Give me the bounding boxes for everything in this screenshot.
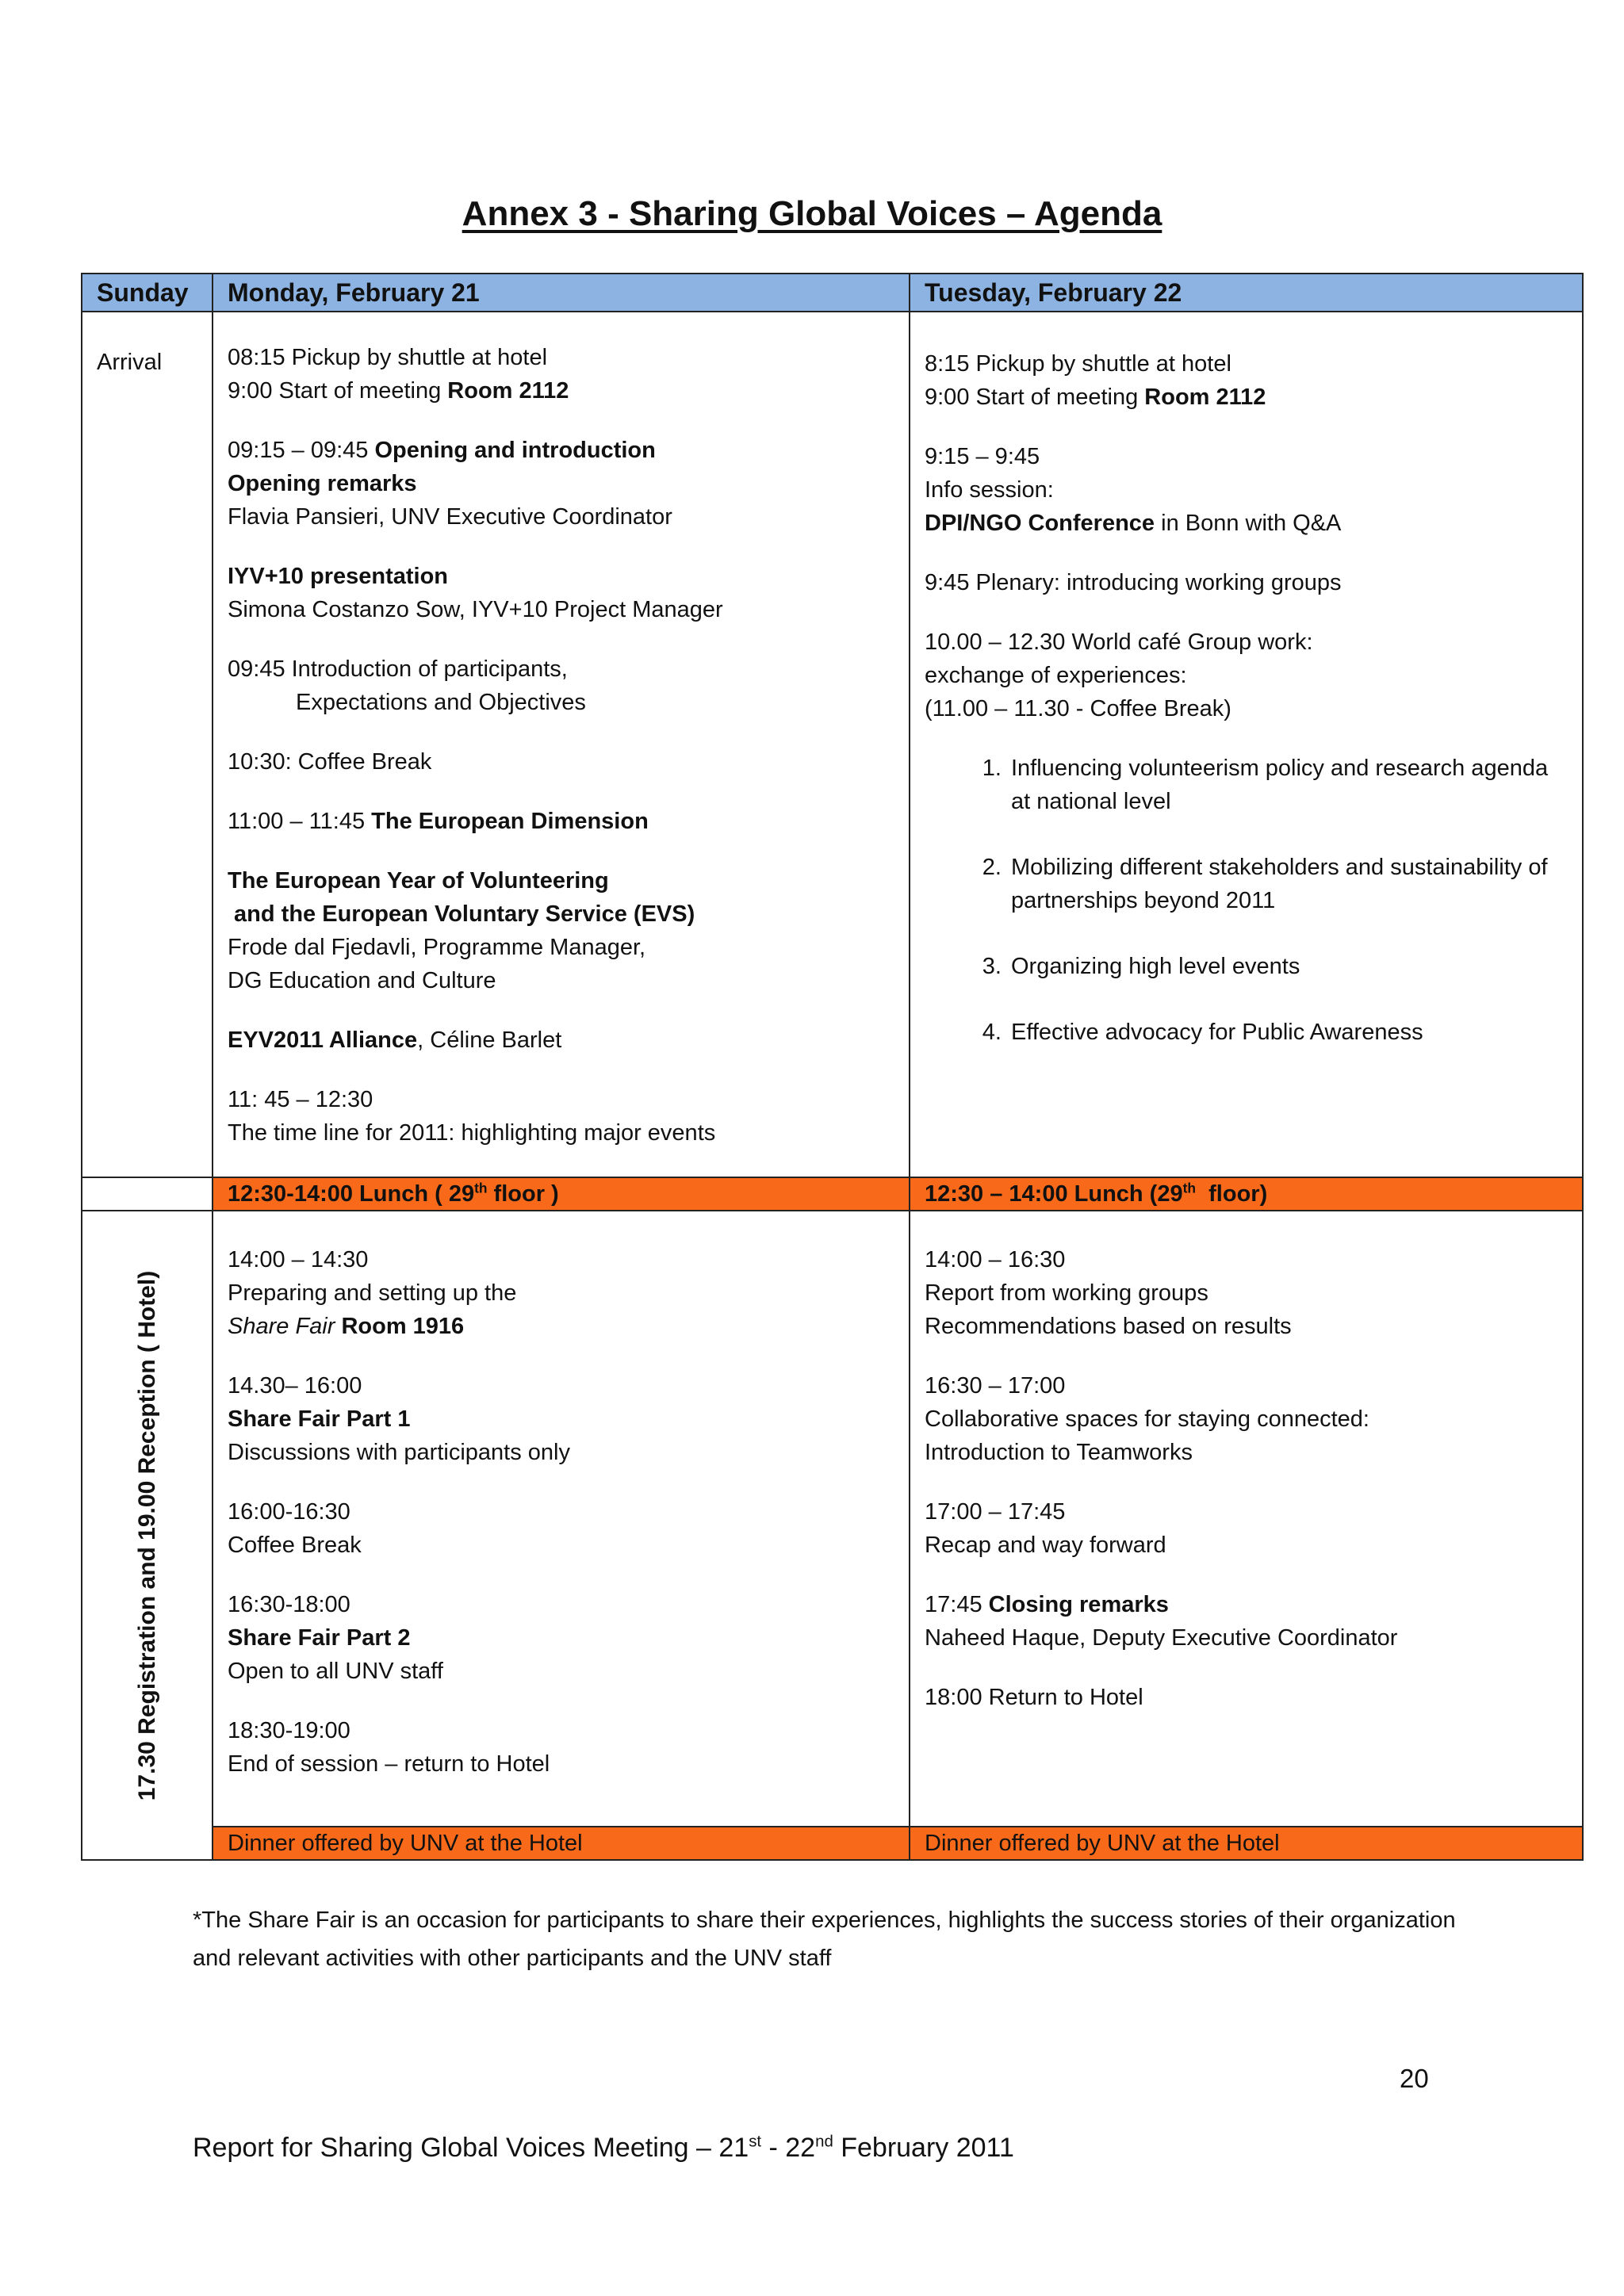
list-item: 3. Organizing high level events xyxy=(1008,950,1568,983)
tuesday-dinner: Dinner offered by UNV at the Hotel xyxy=(910,1827,1583,1860)
monday-part2-time: 16:30-18:00 xyxy=(228,1592,350,1617)
tuesday-exchange: exchange of experiences: xyxy=(925,663,1187,688)
monday-timeline-time: 11: 45 – 12:30 xyxy=(228,1087,373,1112)
monday-part2-title: Share Fair Part 2 xyxy=(228,1625,411,1651)
agenda-header-row xyxy=(82,274,1583,312)
tuesday-lunch: 12:30 – 14:00 Lunch (29th floor) xyxy=(910,1177,1583,1211)
list-item: 1. Influencing volunteerism policy and research agenda at national level xyxy=(1008,752,1568,818)
tuesday-info-session: Info session: xyxy=(925,477,1054,503)
monday-european-dimension: 11:00 – 11:45 The European Dimension xyxy=(228,809,649,834)
monday-pickup: 08:15 Pickup by shuttle at hotel xyxy=(228,345,548,370)
tuesday-recap-time: 17:00 – 17:45 xyxy=(925,1499,1066,1525)
tuesday-collab: Collaborative spaces for staying connected: xyxy=(925,1406,1369,1432)
monday-share-fair-room: Share Fair Room 1916 xyxy=(228,1314,465,1339)
monday-end-time: 18:30-19:00 xyxy=(228,1718,350,1743)
page-title: Annex 3 - Sharing Global Voices – Agenda xyxy=(462,194,1162,233)
arrival-label: Arrival xyxy=(97,350,163,375)
monday-opening-speaker: Flavia Pansieri, UNV Executive Coordinator xyxy=(228,504,672,530)
tuesday-morning-cell xyxy=(910,312,1583,1177)
monday-afternoon-cell xyxy=(213,1211,910,1827)
monday-part1-time: 14.30– 16:00 xyxy=(228,1373,362,1399)
registration-reception-note: 17.30 Registration and 19.00 Reception ( Hotel) xyxy=(133,1270,160,1800)
working-groups-list xyxy=(925,752,1568,1049)
header-monday: Monday, February 21 xyxy=(213,274,910,312)
sunday-morning-cell xyxy=(82,312,213,1177)
monday-eyv-dept: DG Education and Culture xyxy=(228,968,496,993)
sunday-afternoon-cell xyxy=(82,1211,213,1860)
tuesday-info-time: 9:15 – 9:45 xyxy=(925,444,1040,469)
monday-setup-time: 14:00 – 14:30 xyxy=(228,1247,369,1272)
tuesday-world-cafe: 10.00 – 12.30 World café Group work: xyxy=(925,629,1313,655)
tuesday-dpi-conference: DPI/NGO Conference in Bonn with Q&A xyxy=(925,511,1342,536)
tuesday-report-time: 14:00 – 16:30 xyxy=(925,1247,1066,1272)
afternoon-row xyxy=(82,1211,1583,1827)
sunday-lunch-cell xyxy=(82,1177,213,1211)
monday-expectations: Expectations and Objectives xyxy=(296,690,586,715)
monday-opening-remarks: Opening remarks xyxy=(228,471,417,496)
tuesday-afternoon-cell xyxy=(910,1211,1583,1827)
tuesday-plenary: 9:45 Plenary: introducing working groups xyxy=(925,570,1342,595)
page-footer: Report for Sharing Global Voices Meeting – 21st - 22nd February 2011 xyxy=(193,2133,1014,2163)
tuesday-closing: 17:45 Closing remarks xyxy=(925,1592,1169,1617)
monday-iyv-presentation: IYV+10 presentation xyxy=(228,564,449,589)
tuesday-recommendations: Recommendations based on results xyxy=(925,1314,1292,1339)
tuesday-recap: Recap and way forward xyxy=(925,1533,1166,1558)
monday-morning-cell xyxy=(213,312,910,1177)
header-sunday: Sunday xyxy=(82,274,213,312)
monday-iyv-speaker: Simona Costanzo Sow, IYV+10 Project Manager xyxy=(228,597,723,622)
monday-introduction: 09:45 Introduction of participants, xyxy=(228,656,568,682)
monday-dinner: Dinner offered by UNV at the Hotel xyxy=(213,1827,910,1860)
tuesday-closing-speaker: Naheed Haque, Deputy Executive Coordinator xyxy=(925,1625,1398,1651)
monday-eyv-title: The European Year of Volunteering xyxy=(228,868,609,894)
lunch-row xyxy=(82,1177,1583,1211)
monday-part2-desc: Open to all UNV staff xyxy=(228,1659,443,1684)
monday-coffee-break: 10:30: Coffee Break xyxy=(228,749,432,775)
dinner-row xyxy=(82,1827,1583,1860)
tuesday-teamworks: Introduction to Teamworks xyxy=(925,1440,1193,1465)
tuesday-collab-time: 16:30 – 17:00 xyxy=(925,1373,1066,1399)
monday-lunch: 12:30-14:00 Lunch ( 29th floor ) xyxy=(213,1177,910,1211)
monday-eyv-speaker: Frode dal Fjedavli, Programme Manager, xyxy=(228,935,646,960)
share-fair-footnote: *The Share Fair is an occasion for participants to share their experiences, highlights the success stories of their organization and relevant activities with other participants and the UNV staff xyxy=(193,1908,1456,1971)
monday-timeline-title: The time line for 2011: highlighting major events xyxy=(228,1120,716,1146)
list-item: 4. Effective advocacy for Public Awareness xyxy=(1008,1016,1568,1049)
tuesday-return: 18:00 Return to Hotel xyxy=(925,1685,1143,1710)
monday-evs-title: and the European Voluntary Service (EVS) xyxy=(228,901,695,927)
monday-opening: 09:15 – 09:45 Opening and introduction xyxy=(228,438,656,463)
header-tuesday: Tuesday, February 22 xyxy=(910,274,1583,312)
list-item: 2. Mobilizing different stakeholders and sustainability of partnerships beyond 2011 xyxy=(1008,851,1568,917)
tuesday-report: Report from working groups xyxy=(925,1280,1208,1306)
page-number: 20 xyxy=(1400,2064,1429,2093)
agenda-table xyxy=(81,273,1584,1861)
morning-row xyxy=(82,312,1583,1177)
monday-part1-title: Share Fair Part 1 xyxy=(228,1406,411,1432)
monday-end: End of session – return to Hotel xyxy=(228,1751,550,1777)
monday-coffee2: Coffee Break xyxy=(228,1533,362,1558)
tuesday-start: 9:00 Start of meeting Room 2112 xyxy=(925,385,1266,410)
monday-part1-desc: Discussions with participants only xyxy=(228,1440,570,1465)
tuesday-pickup: 8:15 Pickup by shuttle at hotel xyxy=(925,351,1231,377)
monday-coffee2-time: 16:00-16:30 xyxy=(228,1499,350,1525)
monday-start: 9:00 Start of meeting Room 2112 xyxy=(228,378,569,404)
monday-setup: Preparing and setting up the xyxy=(228,1280,517,1306)
monday-alliance: EYV2011 Alliance, Céline Barlet xyxy=(228,1027,562,1053)
tuesday-coffee-break: (11.00 – 11.30 - Coffee Break) xyxy=(925,696,1231,721)
